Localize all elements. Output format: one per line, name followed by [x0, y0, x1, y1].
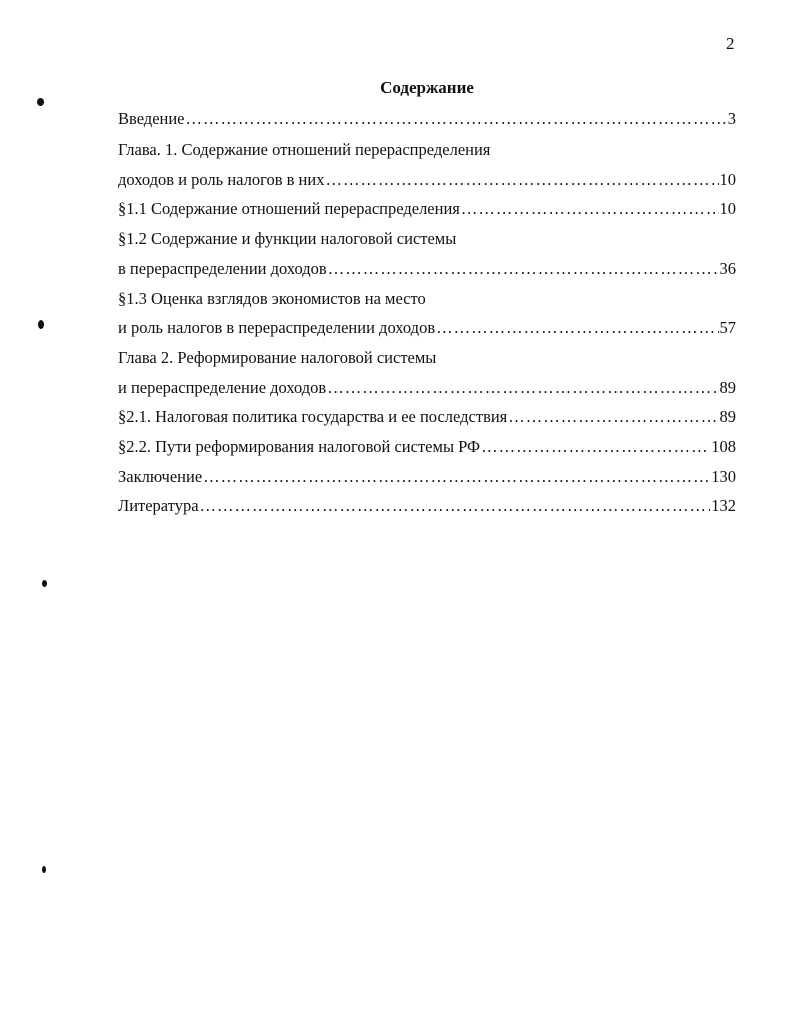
- toc-entry-page: 89: [719, 378, 736, 397]
- toc-entry-label: Заключение: [118, 467, 203, 486]
- toc-entry-page: 89: [719, 407, 736, 426]
- toc-entry-label: §1.1 Содержание отношений перераспределения: [118, 199, 460, 218]
- toc-entry-label: §2.2. Пути реформирования налоговой системы РФ: [118, 437, 481, 456]
- page-number: 2: [726, 34, 735, 53]
- toc-entry: [118, 436, 736, 458]
- toc-title: Содержание: [380, 78, 474, 97]
- dot-leader: [461, 198, 719, 220]
- toc-chapter-heading: Глава 2. Реформирование налоговой системы: [118, 348, 437, 367]
- toc-entry: [118, 108, 736, 130]
- toc-entry-page: 108: [711, 437, 736, 456]
- toc-entry: [118, 377, 736, 399]
- toc-entry-page: 36: [719, 259, 736, 278]
- toc-entry-label: Литература: [118, 496, 199, 515]
- punch-hole-mark: [37, 98, 44, 106]
- toc-entry-page: 132: [711, 496, 736, 515]
- toc-entry-page: 10: [719, 170, 736, 189]
- toc-section-heading: §1.3 Оценка взглядов экономистов на место: [118, 289, 426, 308]
- toc-entry-page: 130: [711, 467, 736, 486]
- toc-entry: [118, 198, 736, 220]
- toc-entry: [118, 317, 736, 339]
- dot-leader: [328, 258, 719, 280]
- toc-chapter-heading: Глава. 1. Содержание отношений перераспределения: [118, 140, 491, 159]
- toc-section-heading: §1.2 Содержание и функции налоговой системы: [118, 229, 457, 248]
- toc-entry: [118, 466, 736, 488]
- dot-leader: [508, 406, 718, 428]
- toc-entry-page: 10: [719, 199, 736, 218]
- punch-hole-mark: [42, 866, 46, 873]
- toc-entry-label: и перераспределение доходов: [118, 378, 327, 397]
- toc-entry: [118, 406, 736, 428]
- punch-hole-mark: [42, 580, 47, 587]
- dot-leader: [186, 108, 727, 130]
- dot-leader: [200, 495, 711, 517]
- dot-leader: [327, 377, 718, 399]
- toc-entry-page: 57: [719, 318, 736, 337]
- toc-entry: [118, 169, 736, 191]
- dot-leader: [481, 436, 710, 458]
- toc-entry-label: Введение: [118, 109, 185, 128]
- toc-entry-label: §2.1. Налоговая политика государства и ее последствия: [118, 407, 508, 426]
- toc-entry: [118, 258, 736, 280]
- dot-leader: [436, 317, 718, 339]
- toc-entry-label: и роль налогов в перераспределении доходов: [118, 318, 436, 337]
- toc-entry-label: доходов и роль налогов в них: [118, 170, 325, 189]
- punch-hole-mark: [38, 320, 44, 329]
- toc-entry-page: 3: [727, 109, 736, 128]
- dot-leader: [203, 466, 710, 488]
- toc-entry-label: в перераспределении доходов: [118, 259, 327, 278]
- dot-leader: [325, 169, 718, 191]
- toc-entry: [118, 495, 736, 517]
